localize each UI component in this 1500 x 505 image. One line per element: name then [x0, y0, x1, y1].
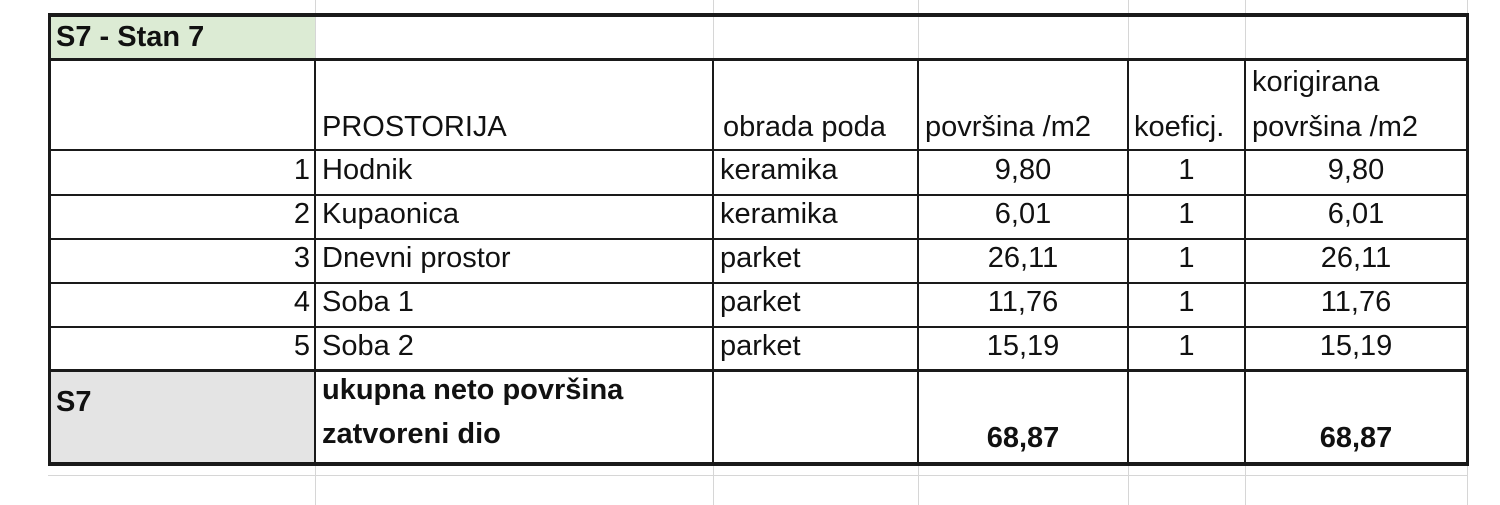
row-number: 4 [293, 286, 310, 318]
room-coefficient: 1 [1178, 242, 1195, 274]
left-border [48, 13, 51, 466]
room-area: 9,80 [994, 154, 1052, 186]
row-number: 1 [293, 154, 310, 186]
floor-finish: parket [720, 242, 801, 274]
row-border [48, 282, 1468, 284]
row-border [48, 238, 1468, 240]
floor-finish: parket [720, 330, 801, 362]
grid-row-line [48, 475, 1468, 476]
room-corrected-area: 6,01 [1327, 198, 1385, 230]
header-prostorija: PROSTORIJA [322, 111, 507, 143]
total-top-border [48, 369, 1468, 372]
header-bottom-border [48, 149, 1468, 151]
row-number: 3 [293, 242, 310, 274]
room-name: Dnevni prostor [322, 242, 511, 274]
header-korigirana-line2: površina /m2 [1252, 111, 1419, 143]
room-area: 11,76 [987, 286, 1059, 318]
total-area: 68,87 [986, 422, 1060, 454]
row-border [48, 326, 1468, 328]
room-name: Soba 2 [322, 330, 414, 362]
header-obrada-poda: obrada poda [723, 111, 886, 143]
header-povrsina: površina /m2 [925, 111, 1092, 143]
room-name: Soba 1 [322, 286, 414, 318]
room-name: Hodnik [322, 154, 413, 186]
room-coefficient: 1 [1178, 154, 1195, 186]
total-code: S7 [56, 386, 92, 418]
room-area: 6,01 [994, 198, 1052, 230]
header-korigirana-line1: korigirana [1252, 66, 1380, 98]
room-corrected-area: 15,19 [1319, 330, 1393, 362]
col-border [314, 58, 316, 466]
row-number: 2 [293, 198, 310, 230]
sheet-title: S7 - Stan 7 [56, 21, 205, 53]
room-corrected-area: 9,80 [1327, 154, 1385, 186]
room-coefficient: 1 [1178, 330, 1195, 362]
row-number: 5 [293, 330, 310, 362]
header-top-border [48, 58, 1468, 61]
room-corrected-area: 11,76 [1320, 286, 1392, 318]
room-name: Kupaonica [322, 198, 460, 230]
floor-finish: keramika [720, 198, 838, 230]
room-corrected-area: 26,11 [1320, 242, 1392, 274]
room-coefficient: 1 [1178, 286, 1195, 318]
room-area: 26,11 [987, 242, 1059, 274]
room-coefficient: 1 [1178, 198, 1195, 230]
total-label-line1: ukupna neto površina [322, 374, 624, 406]
right-border [1466, 13, 1469, 466]
floor-finish: parket [720, 286, 801, 318]
total-bottom-border [48, 462, 1468, 466]
room-area: 15,19 [986, 330, 1060, 362]
title-top-border [48, 13, 1468, 17]
total-corrected-area: 68,87 [1319, 422, 1393, 454]
total-label-line2: zatvoreni dio [322, 418, 501, 450]
header-koeficijent: koeficj. [1134, 111, 1225, 143]
row-border [48, 194, 1468, 196]
floor-finish: keramika [720, 154, 838, 186]
col-border [712, 58, 714, 466]
